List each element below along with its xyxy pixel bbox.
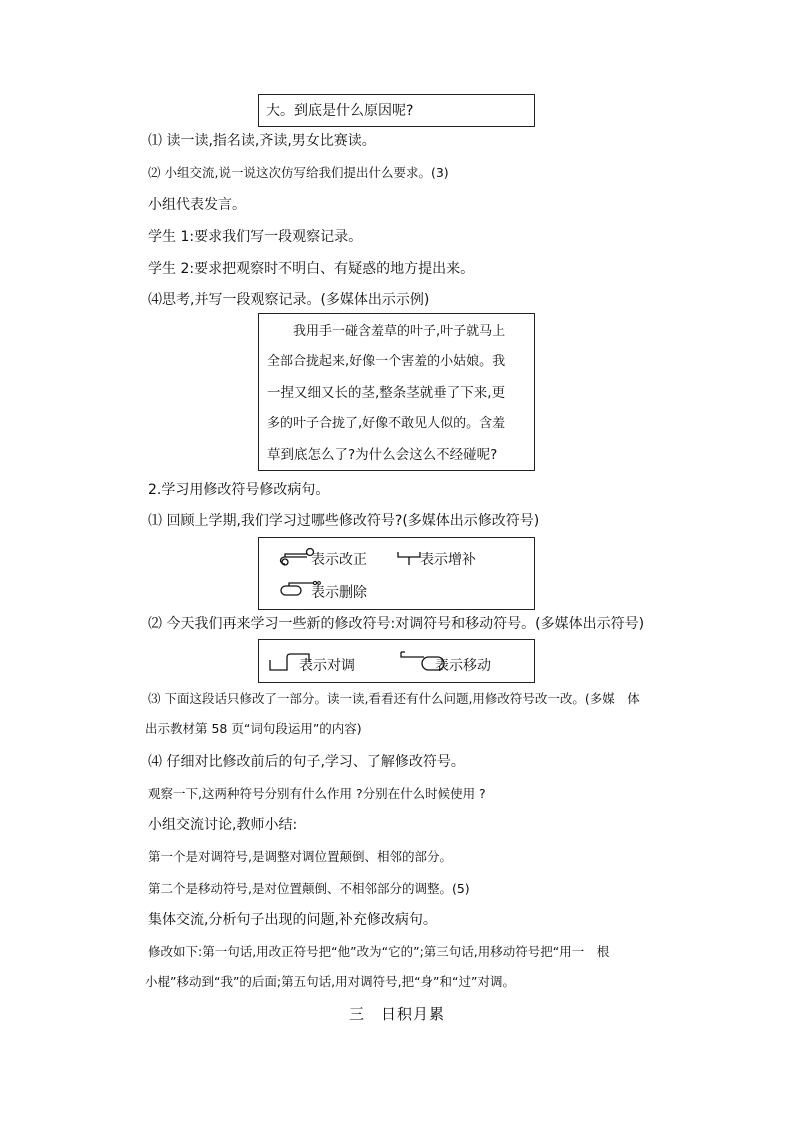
example-line: 多的叶子合拢了,好像不敢见人似的。含羞: [267, 416, 506, 431]
example-text-box: [258, 313, 535, 471]
section-2-heading: 2.学习用修改符号修改病句。: [148, 482, 330, 498]
step-representative: 小组代表发言。: [148, 197, 246, 213]
step-revise-paragraph-cont: 出示教材第 58 页“词句段运用”的内容): [145, 721, 362, 736]
collective-exchange: 集体交流,分析句子出现的问题,补充修改病句。: [148, 912, 437, 928]
example-line: 草到底怎么了?为什么会这么不经碰呢?: [267, 447, 498, 463]
top-box-text: 大。到底是什么原因呢?: [266, 103, 414, 119]
summary-swap: 第一个是对调符号,是调整对调位置颠倒、相邻的部分。: [148, 849, 452, 864]
add-symbol-label: 表示增补: [420, 552, 476, 568]
step-compare: ⑷ 仔细对比修改前后的句子,学习、了解修改符号。: [148, 754, 465, 770]
example-line: 我用手一碰含羞草的叶子,叶子就马上: [267, 324, 506, 339]
step-revise-paragraph: ⑶ 下面这段话只修改了一部分。读一读,看看还有什么问题,用修改符号改一改。(多媒 体: [148, 691, 640, 706]
question-observe: 观察一下,这两种符号分别有什么作用 ?分别在什么时候使用 ?: [148, 786, 486, 801]
summary-move: 第二个是移动符号,是对位置颠倒、不相邻部分的调整。(5): [148, 881, 470, 896]
revision-result-cont: 小棍”移动到“我”的后面;第五句话,用对调符号,把“身”和“过”对调。: [145, 974, 515, 989]
step-review-symbols: ⑴ 回顾上学期,我们学习过哪些修改符号?(多媒体出示修改符号): [148, 513, 540, 529]
section-3-heading: 三 日积月累: [348, 1005, 445, 1023]
example-line: 全部合拢起来,好像一个害羞的小姑娘。我: [267, 354, 506, 369]
swap-symbol-label: 表示对调: [299, 658, 355, 674]
symbols-box-new: [258, 639, 535, 683]
top-text-box: [258, 94, 535, 127]
symbols-box-old: [258, 537, 535, 610]
group-discussion: 小组交流讨论,教师小结:: [148, 817, 298, 833]
revision-result: 修改如下:第一句话,用改正符号把“他”改为“它的”;第三句话,用移动符号把“用一 根: [148, 944, 610, 959]
add-symbol-icon: [396, 548, 422, 568]
move-symbol-label: 表示移动: [435, 658, 491, 674]
step-discuss: ⑵ 小组交流,说一说这次仿写给我们提出什么要求。(3): [148, 165, 449, 180]
student-1-answer: 学生 1:要求我们写一段观察记录。: [148, 229, 363, 245]
student-2-answer: 学生 2:要求把观察时不明白、有疑惑的地方提出来。: [148, 261, 475, 277]
correct-symbol-label: 表示改正: [311, 552, 367, 568]
delete-symbol-label: 表示删除: [311, 585, 367, 601]
step-read: ⑴ 读一读,指名读,齐读,男女比赛读。: [148, 133, 376, 149]
step-think-write: ⑷思考,并写一段观察记录。(多媒体出示示例): [148, 292, 430, 308]
step-new-symbols: ⑵ 今天我们再来学习一些新的修改符号:对调符号和移动符号。(多媒体出示符号): [148, 616, 645, 632]
example-line: 一捏又细又长的茎,整条茎就垂了下来,更: [267, 385, 506, 401]
